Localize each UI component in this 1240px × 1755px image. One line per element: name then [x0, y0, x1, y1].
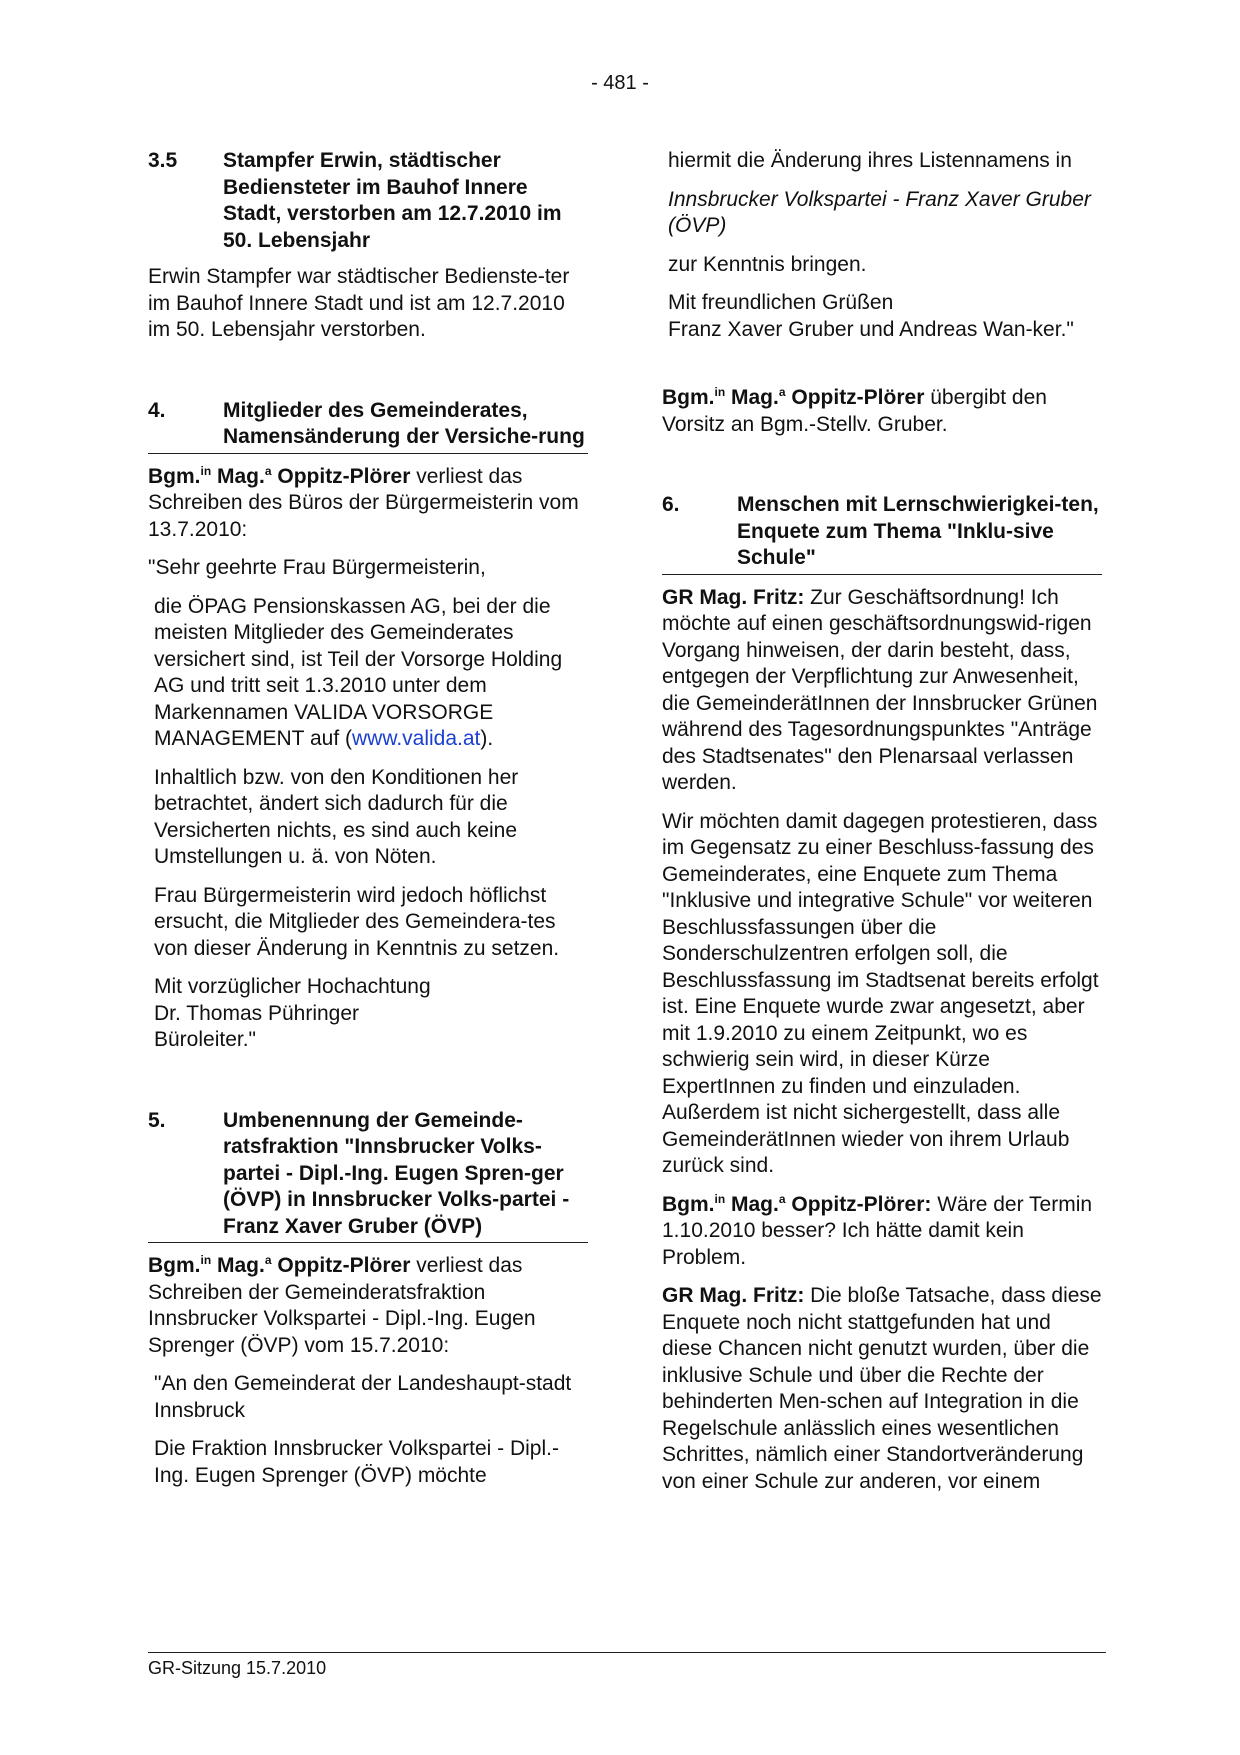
letter-paragraph: hiermit die Änderung ihres Listennamens in	[668, 149, 1072, 172]
section-number: 6.	[662, 493, 680, 516]
left-column	[148, 148, 588, 1501]
paragraph: GR Mag. Fritz: Die bloße Tatsache, dass diese Enquete noch nicht stattgefunden hat und diese Chancen nicht genutzt wurden, über die inklusive Schule und über die Rechte der behinderten Men-schen auf Integration in die Regelschule anlässlich eines wesentlichen Schrittes, nämlich einer Standortveränderung von einer Schule zur anderen, vor einem	[662, 1284, 1102, 1493]
section-heading-3-5	[148, 148, 588, 254]
section-heading-4	[148, 398, 588, 454]
speaker-name: Bgm.$^{in}$ Mag.$^a$ Oppitz-Plörer	[148, 463, 411, 488]
paragraph: Bgm.$^{in}$ Mag.$^a$ Oppitz-Plörer verliest das Schreiben der Gemeinderatsfraktion Innsbrucker Volkspartei - Dipl.-Ing. Eugen Sprenger (ÖVP) vom 15.7.2010:	[148, 1253, 536, 1357]
letter-paragraph: die ÖPAG Pensionskassen AG, bei der die meisten Mitglieder des Gemeinderates versichert sind, ist Teil der Vorsorge Holding AG und tritt seit 1.3.2010 unter dem Markennamen VALIDA VORSORGE MANAGEMENT auf (www.valida.at).	[154, 594, 563, 750]
section-heading-6	[662, 492, 1102, 575]
letter-paragraph: Inhaltlich bzw. von den Konditionen her betrachtet, ändert sich dadurch für die Versicherten nichts, es sind auch keine Umstellungen u. ä. von Nöten.	[154, 765, 519, 868]
footer-text: GR-Sitzung 15.7.2010	[148, 1658, 327, 1678]
paragraph: Wir möchten damit dagegen protestieren, dass im Gegensatz zu einer Beschluss-fassung des Gemeinderates, eine Enquete zum Thema "Inklusive und integrative Schule" vor weiteren Beschlussfassungen über die Sonderschulzentren erfolgen soll, die Beschlussfassung im Stadtsenat bereits erfolgt ist. Eine Enquete wurde zwar angesetzt, aber mit 1.9.2010 zu einem Zeitpunkt, wo es schwierig sein wird, in dieser Kürze ExpertInnen zu finden und einzuladen. Außerdem ist nicht sichergestellt, dass alle GemeinderätInnen wieder von ihrem Urlaub zurück sind.	[662, 809, 1099, 1177]
paragraph: Bgm.$^{in}$ Mag.$^a$ Oppitz-Plörer verliest das Schreiben des Büros der Bürgermeisterin vom 13.7.2010:	[148, 463, 579, 541]
speaker-name: GR Mag. Fritz:	[662, 1284, 805, 1307]
letter-paragraph: zur Kenntnis bringen.	[668, 252, 867, 276]
speaker-name: Bgm.$^{in}$ Mag.$^a$ Oppitz-Plörer:	[662, 1191, 932, 1216]
section-title: Umbenennung der Gemeinde-ratsfraktion "Innsbrucker Volks-partei - Dipl.-Ing. Eugen Spren-ger (ÖVP) in Innsbrucker Volks-partei - Franz Xaver Gruber (ÖVP)	[223, 1108, 570, 1238]
section-number: 4.	[148, 398, 166, 422]
letter-salutation: "Sehr geehrte Frau Bürgermeisterin,	[148, 556, 486, 579]
page-number: - 481 -	[591, 72, 649, 94]
section-title: Menschen mit Lernschwierigkei-ten, Enquete zum Thema "Inklu-sive Schule"	[737, 493, 1099, 569]
letter-salutation: "An den Gemeinderat der Landeshaupt-stadt Innsbruck	[154, 1372, 572, 1422]
letter-closing: Mit vorzüglicher Hochachtung Dr. Thomas Pühringer Büroleiter."	[154, 975, 431, 1051]
letter-paragraph: Die Fraktion Innsbrucker Volkspartei - Dipl.-Ing. Eugen Sprenger (ÖVP) möchte	[154, 1437, 559, 1487]
paragraph: Erwin Stampfer war städtischer Bedienste-ter im Bauhof Innere Stadt und ist am 12.7.2010 im 50. Lebensjahr verstorben.	[148, 265, 570, 341]
section-number: 3.5	[148, 149, 178, 172]
right-column	[662, 148, 1102, 1507]
paragraph: Bgm.$^{in}$ Mag.$^a$ Oppitz-Plörer übergibt den Vorsitz an Bgm.-Stellv. Gruber.	[662, 385, 1047, 436]
section-heading-5	[148, 1108, 588, 1244]
paragraph: Bgm.$^{in}$ Mag.$^a$ Oppitz-Plörer: Wäre der Termin 1.10.2010 besser? Ich hätte damit kein Problem.	[662, 1191, 1093, 1269]
letter-paragraph-italic: Innsbrucker Volkspartei - Franz Xaver Gruber (ÖVP)	[668, 187, 1091, 237]
valida-link[interactable]: www.valida.at	[351, 727, 481, 750]
letter-paragraph: Frau Bürgermeisterin wird jedoch höflichst ersucht, die Mitglieder des Gemeindera-tes von dieser Änderung in Kenntnis zu setzen.	[154, 883, 560, 960]
section-title: Stampfer Erwin, städtischer Bediensteter im Bauhof Innere Stadt, verstorben am 12.7.2010 im 50. Lebensjahr	[223, 149, 562, 252]
speaker-name: Bgm.$^{in}$ Mag.$^a$ Oppitz-Plörer	[662, 385, 925, 409]
letter-closing: Mit freundlichen Grüßen Franz Xaver Gruber und Andreas Wan-ker."	[668, 291, 1074, 341]
section-number: 5.	[148, 1108, 166, 1132]
speaker-name: GR Mag. Fritz:	[662, 585, 805, 609]
paragraph: GR Mag. Fritz: Zur Geschäftsordnung! Ich möchte auf einen geschäftsordnungswid-rigen Vorgang hinweisen, der darin besteht, dass, entgegen der Verpflichtung zur Anwesenheit, die GemeinderätInnen der Innsbrucker Grünen während des Tagesordnungspunktes "Anträge des Stadtsenates" den Plenarsaal verlassen werden.	[662, 585, 1098, 794]
footer-divider	[148, 1652, 1106, 1653]
speaker-name: Bgm.$^{in}$ Mag.$^a$ Oppitz-Plörer	[148, 1253, 411, 1277]
section-title: Mitglieder des Gemeinderates, Namensänderung der Versiche-rung	[223, 398, 585, 448]
